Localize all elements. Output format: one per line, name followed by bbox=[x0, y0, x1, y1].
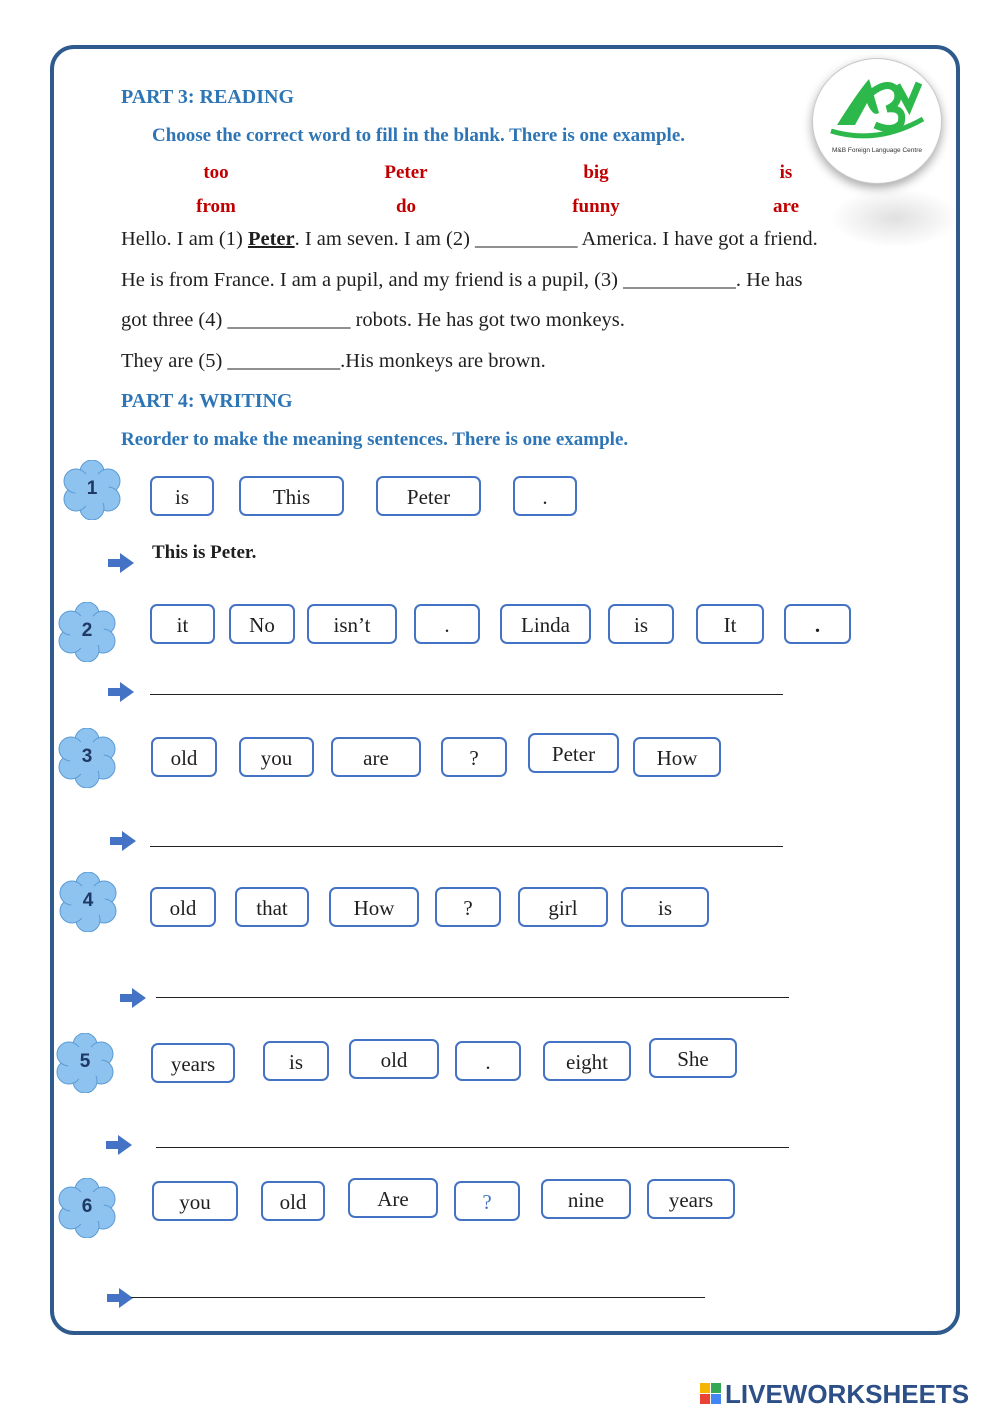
word-tile[interactable]: it bbox=[150, 604, 215, 644]
example-answer: This is Peter. bbox=[152, 542, 257, 563]
reading-line-1 bbox=[121, 228, 818, 251]
word-tile[interactable]: are bbox=[331, 737, 421, 777]
word-tile[interactable]: is bbox=[608, 604, 674, 644]
word-tile[interactable]: ? bbox=[441, 737, 507, 777]
word-tile[interactable]: you bbox=[239, 737, 314, 777]
reading-text: . I am seven. I am (2) __________ America. I have got a friend. bbox=[294, 228, 818, 250]
question-number-badge bbox=[58, 872, 118, 932]
word-tile[interactable]: nine bbox=[541, 1179, 631, 1219]
question-number: 5 bbox=[79, 1051, 91, 1072]
word-tile[interactable]: No bbox=[229, 604, 295, 644]
word-tile[interactable]: How bbox=[633, 737, 721, 777]
arrow-icon bbox=[108, 682, 134, 702]
liveworksheets-brand bbox=[700, 1377, 969, 1411]
question-number-badge bbox=[57, 728, 117, 788]
word-tile[interactable]: ? bbox=[454, 1181, 520, 1221]
arrow-icon bbox=[108, 553, 134, 573]
question-number: 6 bbox=[81, 1196, 93, 1217]
question-number: 3 bbox=[81, 746, 93, 767]
question-number-badge bbox=[57, 1178, 117, 1238]
word-tile[interactable]: years bbox=[647, 1179, 735, 1219]
answer-line[interactable] bbox=[156, 1147, 789, 1148]
arrow-icon bbox=[106, 1135, 132, 1155]
word-tile[interactable]: Peter bbox=[376, 476, 481, 516]
answer-line[interactable] bbox=[131, 1297, 705, 1298]
word-bank-word: Peter bbox=[384, 162, 428, 183]
word-tile[interactable]: that bbox=[235, 887, 309, 927]
word-bank-word: funny bbox=[572, 196, 620, 217]
word-bank-word: is bbox=[779, 162, 793, 183]
part3-instruction: Choose the correct word to fill in the blank. There is one example. bbox=[152, 125, 686, 146]
question-number: 1 bbox=[86, 478, 98, 499]
word-tile[interactable]: ? bbox=[435, 887, 501, 927]
word-tile[interactable]: is bbox=[263, 1041, 329, 1081]
answer-line[interactable] bbox=[150, 846, 783, 847]
word-tile[interactable]: . bbox=[455, 1041, 521, 1081]
part4-instruction: Reorder to make the meaning sentences. There is one example. bbox=[121, 429, 629, 450]
word-bank-word: do bbox=[395, 196, 417, 217]
word-tile[interactable]: Are bbox=[348, 1178, 438, 1218]
word-tile[interactable]: years bbox=[151, 1043, 235, 1083]
word-tile[interactable]: old bbox=[150, 887, 216, 927]
question-number: 2 bbox=[81, 620, 93, 641]
word-tile[interactable]: This bbox=[239, 476, 344, 516]
word-tile[interactable]: How bbox=[329, 887, 419, 927]
word-tile[interactable]: . bbox=[414, 604, 480, 644]
reading-line-2: He is from France. I am a pupil, and my friend is a pupil, (3) ___________. He has bbox=[121, 269, 803, 291]
answer-line[interactable] bbox=[150, 694, 783, 695]
logo-caption: M&B Foreign Language Centre bbox=[832, 147, 922, 154]
arrow-icon bbox=[110, 831, 136, 851]
arrow-icon bbox=[120, 988, 146, 1008]
question-number: 4 bbox=[82, 890, 94, 911]
word-tile[interactable]: girl bbox=[518, 887, 608, 927]
word-tile[interactable]: old bbox=[261, 1181, 325, 1221]
logo-mark-icon bbox=[827, 73, 927, 143]
word-tile[interactable]: Linda bbox=[500, 604, 591, 644]
word-tile[interactable]: is bbox=[150, 476, 214, 516]
word-tile[interactable]: old bbox=[349, 1039, 439, 1079]
word-tile[interactable]: It bbox=[696, 604, 764, 644]
word-tile[interactable]: . bbox=[784, 604, 851, 644]
reading-text: Hello. I am (1) bbox=[121, 228, 248, 250]
word-tile[interactable]: isn’t bbox=[307, 604, 397, 644]
arrow-icon bbox=[107, 1288, 133, 1308]
word-tile[interactable]: old bbox=[151, 737, 217, 777]
brand-text: LIVEWORKSHEETS bbox=[725, 1378, 970, 1409]
part4-heading: PART 4: WRITING bbox=[121, 390, 293, 412]
word-tile[interactable]: . bbox=[513, 476, 577, 516]
word-tile[interactable]: is bbox=[621, 887, 709, 927]
reading-line-3: got three (4) ____________ robots. He has got two monkeys. bbox=[121, 309, 625, 331]
reading-line-4: They are (5) ___________.His monkeys are brown. bbox=[121, 350, 546, 372]
liveworksheets-logo-icon bbox=[700, 1383, 722, 1405]
word-bank-word: from bbox=[196, 196, 236, 217]
question-number-badge bbox=[62, 460, 122, 520]
part3-heading: PART 3: READING bbox=[121, 86, 295, 108]
word-bank-word: are bbox=[772, 196, 800, 217]
word-tile[interactable]: Peter bbox=[528, 733, 619, 773]
word-tile[interactable]: eight bbox=[543, 1041, 631, 1081]
word-bank-word: too bbox=[203, 162, 229, 183]
question-number-badge bbox=[57, 602, 117, 662]
word-bank-word: big bbox=[583, 162, 609, 183]
word-tile[interactable]: you bbox=[152, 1181, 238, 1221]
question-number-badge bbox=[55, 1033, 115, 1093]
answer-line[interactable] bbox=[156, 997, 789, 998]
word-tile[interactable]: She bbox=[649, 1038, 737, 1078]
logo-shadow bbox=[830, 188, 960, 248]
example-answer-peter: Peter bbox=[247, 228, 295, 250]
